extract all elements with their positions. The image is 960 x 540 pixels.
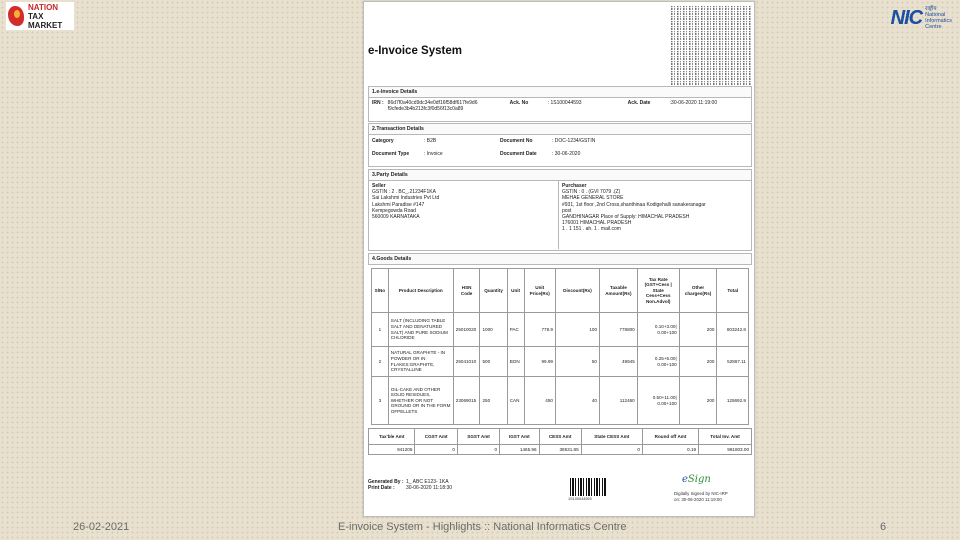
nic-line-1: राष्ट्रीय (925, 6, 937, 12)
cell: 803242.8 (717, 313, 749, 347)
cell: 3 (372, 377, 389, 425)
totals-header: CGST Amt (415, 429, 458, 445)
document-type-label: Document Type (372, 151, 410, 158)
document-date-label: Document Date (500, 151, 537, 158)
cell: 778800 (600, 313, 638, 347)
goods-table (371, 268, 749, 425)
totals-cell: 0 (581, 445, 642, 455)
purchaser-line: 1 . 1 151 . ah. 1 . mail.com (562, 226, 621, 233)
cell: 112460 (600, 377, 638, 425)
cell: 1 (372, 313, 389, 347)
document-date-value: : 30-06-2020 (552, 151, 581, 158)
totals-header: Tax'ble Amt (369, 429, 415, 445)
nic-line-4: Centre (925, 24, 942, 30)
cell: OIL-CAKE AND OTHER SOLID RESIDUES, WHETHER OR NOT GROUND OR IN THE FORM OFPELLETS (388, 377, 453, 425)
generated-by-value: 1_ ABC E123- 1KA (406, 479, 449, 485)
col-header: Product Description (388, 269, 453, 313)
einvoice-details-section (368, 86, 752, 122)
section-heading: 2.Transaction Details (369, 124, 751, 135)
qr-code (671, 5, 752, 86)
col-header: Tax Rate (GST+Cess | State Cess+Cess Non.Advol) (637, 269, 679, 313)
cell: 40 (555, 377, 599, 425)
totals-cell: 38531.85 (539, 445, 581, 455)
barcode-number: 1S100044593 (568, 497, 592, 501)
purchaser-line: post (562, 207, 572, 214)
section-heading: 3.Party Details (369, 170, 751, 181)
purchaser-line: GSTIN : 0 . (GVI 7079 .(Z) (562, 189, 621, 196)
col-header: Quantity (480, 269, 507, 313)
cell: 250 (480, 377, 507, 425)
cell: 500 (480, 347, 507, 377)
category-value: : B2B (424, 138, 437, 144)
col-header: Other charges(Rs) (679, 269, 717, 313)
nic-line-2: National (925, 12, 946, 18)
purchaser-line: MEHAE GENERAL STORE (562, 195, 624, 202)
cell: 50 (555, 347, 599, 377)
cell: 200 (679, 377, 717, 425)
col-header: Unit (507, 269, 524, 313)
col-header: Unit Price(Rs) (524, 269, 555, 313)
totals-header: SGST Amt (457, 429, 499, 445)
totals-header: CESS Amt (539, 429, 581, 445)
cell: 49945 (600, 347, 638, 377)
ack-date-label: Ack. Date (627, 100, 651, 106)
ack-no-value: : 1S100044593 (547, 100, 582, 106)
nation-tax-market-logo (6, 2, 74, 30)
table-row (372, 377, 749, 425)
logo-line-2: TAX (28, 11, 44, 21)
col-header: Taxable Amount(Rs) (600, 269, 638, 313)
cell: 125692.9 (717, 377, 749, 425)
cell: NATURAL GRAPHITE - IN POWDER OR IN FLAKES:GRAPHITE, CRYSTALLINE (388, 347, 453, 377)
totals-cell: 0 (415, 445, 458, 455)
cell: PAC (507, 313, 524, 347)
esign-text: Sign (687, 474, 711, 485)
cell: 200 (679, 347, 717, 377)
table-row (372, 347, 749, 377)
table-row (372, 313, 749, 347)
logo-line-1: NATION (28, 2, 59, 12)
col-header: HSN Code (453, 269, 480, 313)
cell: 100 (555, 313, 599, 347)
cell: BON (507, 347, 524, 377)
cell: 1000 (480, 313, 507, 347)
purchaser-line: GANDHINAGAR Place of Supply: HIMACHAL PRADESH (562, 214, 690, 221)
cell: 99.99 (524, 347, 555, 377)
signed-by: Digitally Signed by NIC-IRP (674, 491, 728, 496)
print-date-label: Print Date : (368, 485, 395, 492)
totals-header: State CESS Amt (581, 429, 642, 445)
document-no-label: Document No (500, 138, 533, 144)
cell: 25041010 (453, 347, 480, 377)
print-date-value: 30-06-2020 11:18:30 (406, 485, 453, 492)
seller-line: Lakshmi Paradise #147 (372, 201, 425, 208)
ack-no-label: Ack. No (509, 100, 529, 106)
purchaser-line: #931, 1st floor ,2nd Cross,shanthinaa Kodigehalli sanakeranagar (562, 201, 706, 208)
cell: 25010020 (453, 313, 480, 347)
section-heading: 4.Goods Details (368, 253, 752, 265)
cell: SALT (INCLUDING TABLE SALT AND DENATURED SALT) AND PURE SODIUM CHLORIDE (388, 313, 453, 347)
section-heading: 1.e-Invoice Details (369, 87, 751, 98)
nic-logo (891, 6, 952, 30)
purchaser-block (559, 181, 751, 249)
totals-cell: 941205 (369, 445, 415, 455)
seller-line: Sai Lakshmi Industries Pvt Ltd (372, 195, 440, 202)
document-title: e-Invoice System (368, 45, 462, 57)
seller-label: Seller (372, 183, 386, 189)
seller-line: 560009 KARNATAKA (372, 214, 420, 221)
digital-signature (674, 491, 728, 502)
slide-date: 26-02-2021 (73, 521, 130, 533)
seller-line: GSTIN : 2 . BC_.21234F1KA (372, 189, 436, 196)
nic-line-3: Informatics (925, 18, 952, 24)
irn-label: IRN : (372, 100, 384, 106)
cell: 450 (524, 377, 555, 425)
totals-cell: 1465.96 (500, 445, 539, 455)
cell: 0.50+11.00| 0.00+100 (637, 377, 679, 425)
ack-date-value: :30-06-2020 11:19:00 (669, 100, 718, 106)
india-map-icon (6, 3, 28, 29)
cell: 23069015 (453, 377, 480, 425)
cell: 0.10+3.00| 0.00+100 (637, 313, 679, 347)
esign-logo (682, 474, 711, 485)
totals-row (369, 445, 752, 455)
document-type-value: : Invoice (424, 151, 443, 158)
totals-header: Total Inv. Amt (699, 429, 752, 445)
transaction-details-section (368, 123, 752, 167)
seller-line: Kempegowda Road (372, 207, 416, 214)
nic-acronym: NIC (890, 6, 923, 29)
col-header: Discount(Rs) (555, 269, 599, 313)
einvoice-document (363, 1, 755, 517)
col-header: SlNo (372, 269, 389, 313)
party-details-section (368, 169, 752, 251)
category-label: Category (372, 138, 394, 144)
generation-info (368, 479, 452, 491)
totals-cell: 0.19 (642, 445, 698, 455)
cell: 2 (372, 347, 389, 377)
totals-header: IGST Amt (500, 429, 539, 445)
irn-value: 86d7f0a40cd9dc34e0df16f58df617fe9d6 f9cfede3b4b213fc3f0d56f13c0a89 (387, 100, 478, 113)
slide-footer-title: E-invoice System - Highlights :: National Informatics Centre (338, 521, 627, 533)
cell: 52867.11 (717, 347, 749, 377)
document-no-value: : DOC-1234/GSTIN (552, 138, 596, 144)
totals-cell: 981803.00 (699, 445, 752, 455)
totals-table (368, 428, 752, 455)
signed-on: on: 30-06-2020 11:19:00 (674, 496, 722, 502)
esign-e: e (682, 474, 688, 485)
cell: CAN (507, 377, 524, 425)
seller-block (369, 181, 559, 249)
goods-details-section (368, 253, 752, 469)
cell: 200 (679, 313, 717, 347)
cell: 778.9 (524, 313, 555, 347)
slide-page-number: 6 (880, 521, 887, 533)
totals-header: Round off Amt (642, 429, 698, 445)
cell: 0.25+5.00| 0.00+100 (637, 347, 679, 377)
purchaser-line: 176001 HIMACHAL PRADESH (562, 220, 632, 227)
purchaser-label: Purchaser (562, 183, 587, 189)
generated-by-label: Generated By : (368, 479, 404, 485)
barcode (570, 478, 606, 496)
logo-line-3: MARKET (28, 20, 63, 30)
totals-cell: 0 (457, 445, 499, 455)
col-header: Total (717, 269, 749, 313)
